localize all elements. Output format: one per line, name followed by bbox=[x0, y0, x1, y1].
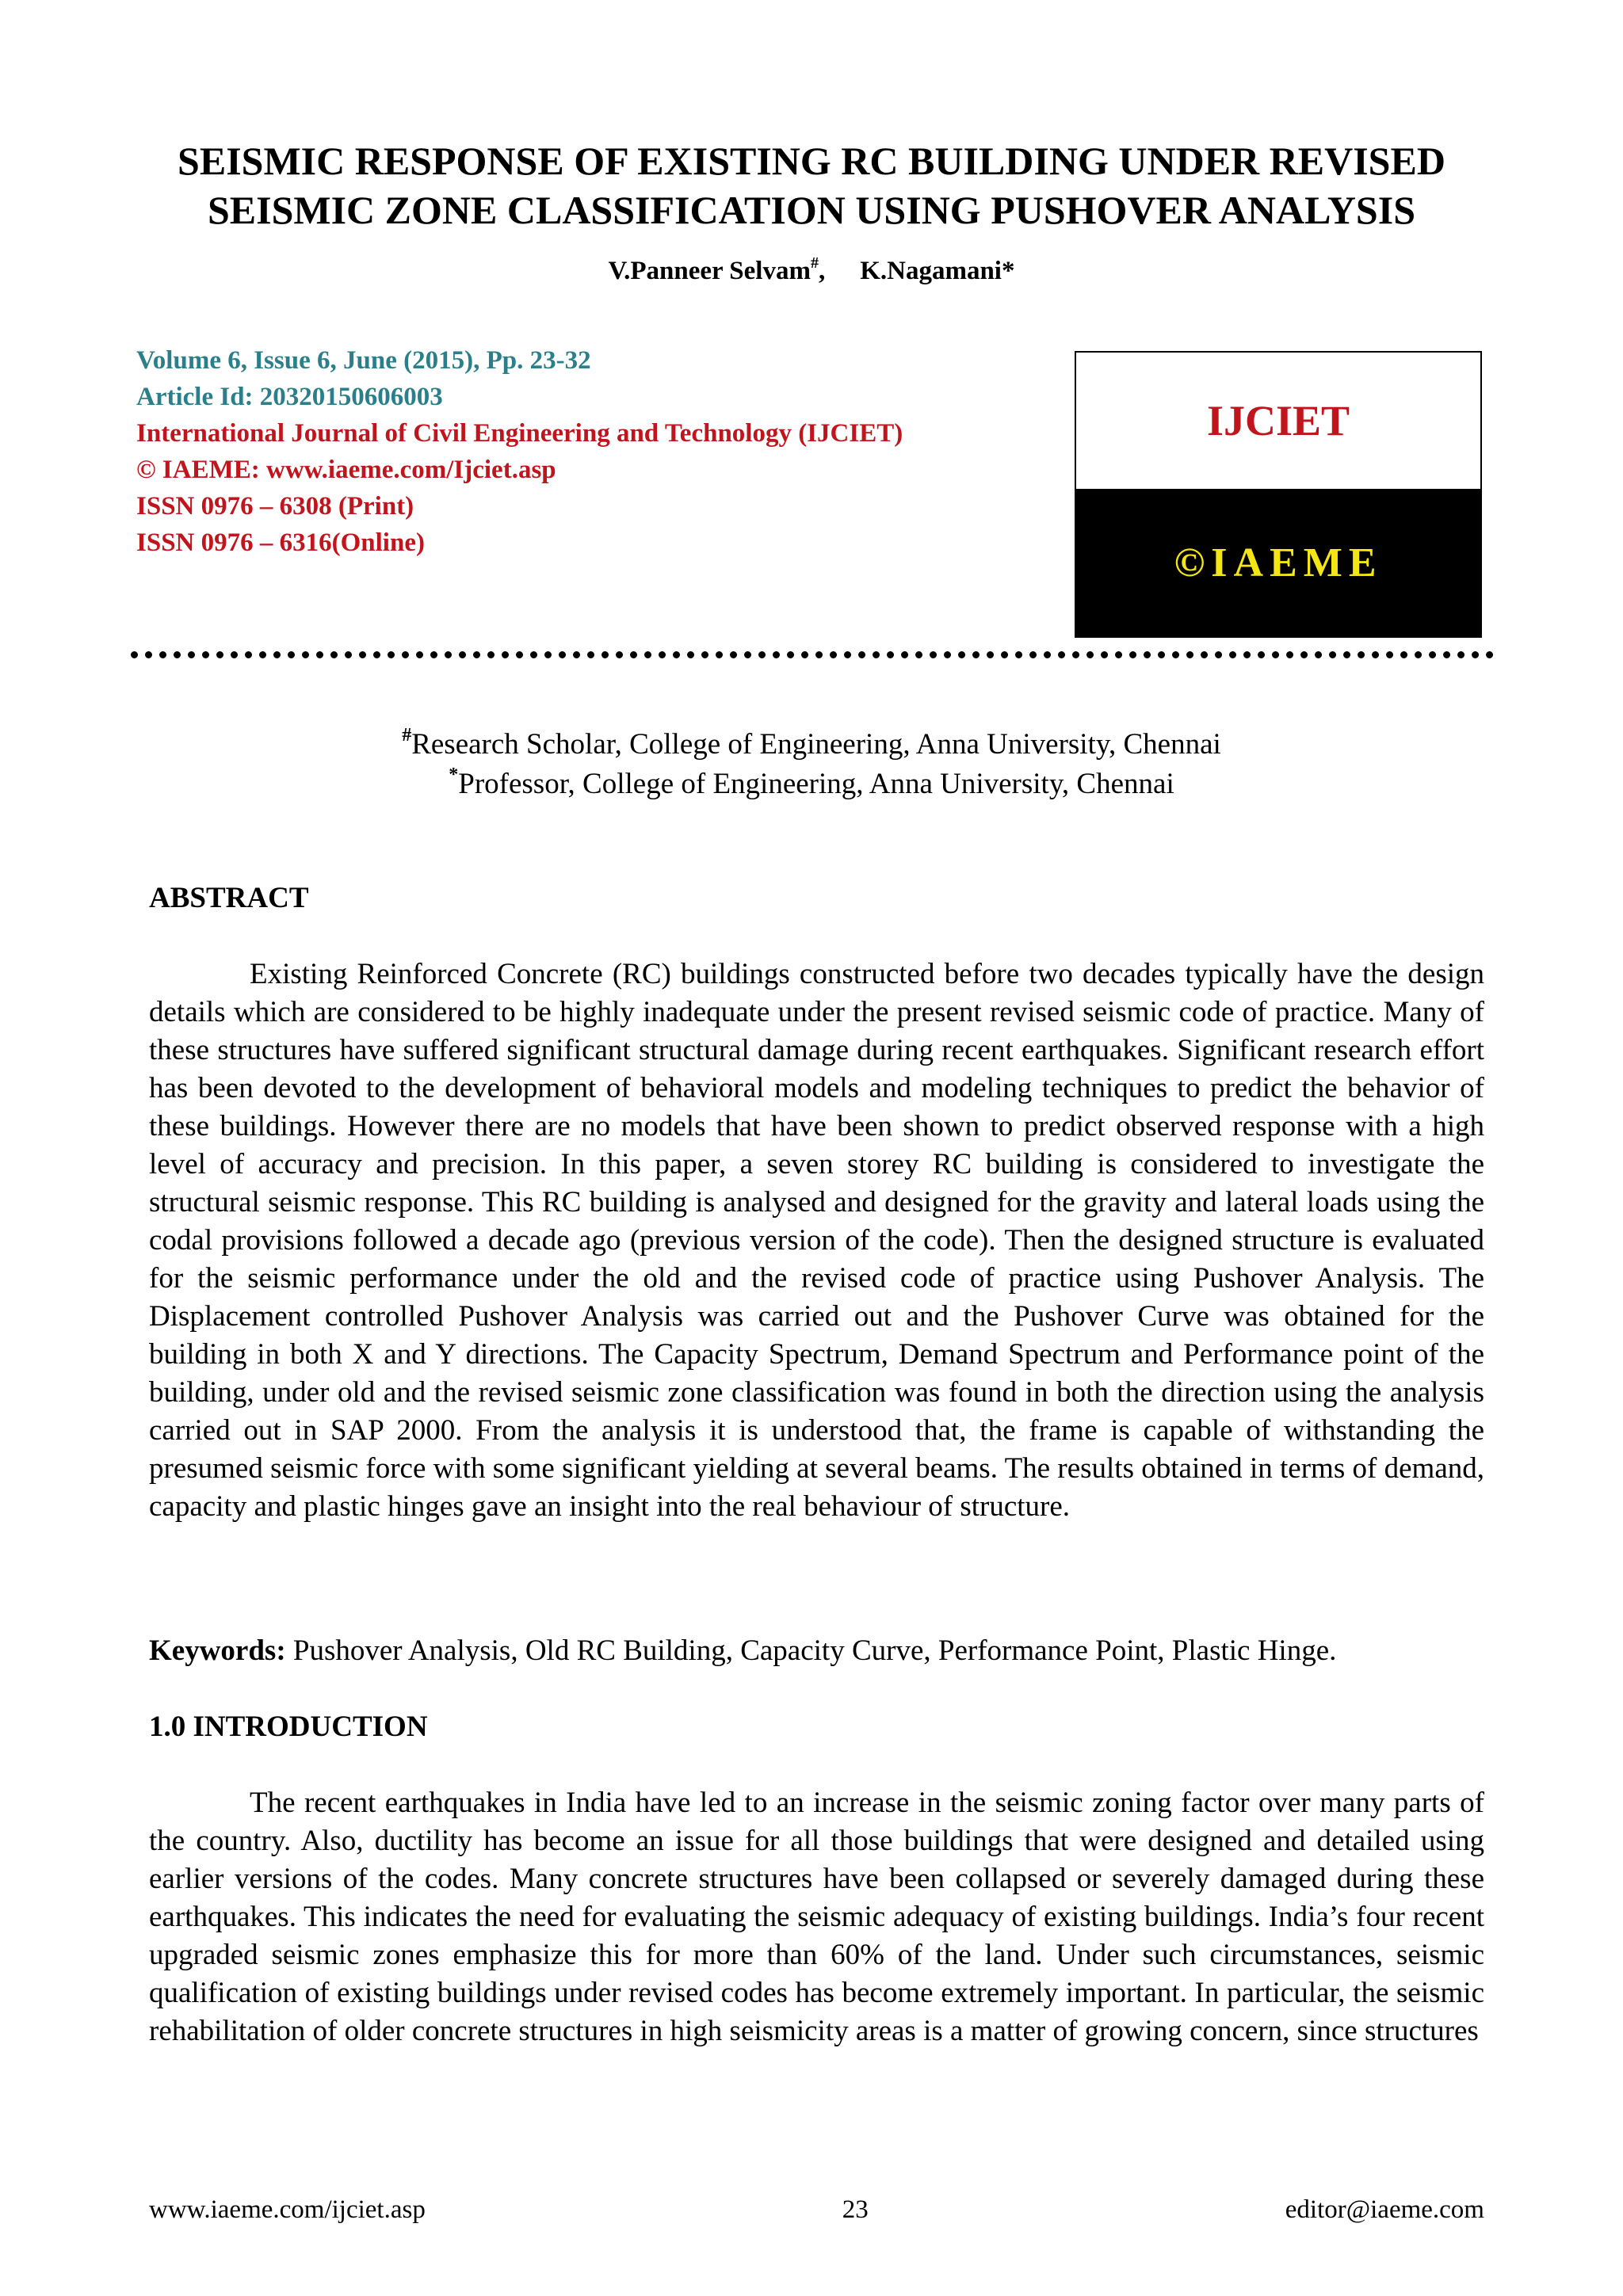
abstract-heading: ABSTRACT bbox=[149, 882, 309, 914]
volume-line: Volume 6, Issue 6, June (2015), Pp. 23-32 bbox=[136, 346, 591, 375]
abstract-text: Existing Reinforced Concrete (RC) buildings constructed before two decades typically have the design details which are considered to be highly inadequate under the present revised seismic code of practice. Many of these structures have suffered significant structural damage during recent earthquakes. Significant research effort has been devoted to the development of behavioral models and modeling techniques to predict the behavior of these buildings. However there are no models that have been shown to predict observed response with a high level of accuracy and precision. In this paper, a seven storey RC building is considered to investigate the structural seismic response. This RC building is analysed and designed for the gravity and lateral loads using the codal provisions followed a decade ago (previous version of the code). Then the designed structure is evaluated for the seismic performance under the old and the revised code of practice using Pushover Analysis. The Displacement controlled Pushover Analysis was carried out and the Pushover Curve was obtained for the building in both X and Y directions. The Capacity Spectrum, Demand Spectrum and Performance point of the building, under old and the revised seismic zone classification was found in both the direction using the analysis carried out in SAP 2000. From the analysis it is understood that, the frame is capable of withstanding the presumed seismic force with some significant yielding at several beams. The results obtained in terms of demand, capacity and plastic hinges gave an insight into the real behaviour of structure. bbox=[149, 958, 1484, 1523]
affiliation-2 bbox=[0, 765, 1623, 804]
logo-iaeme-text: ©IAEME bbox=[1174, 540, 1383, 585]
author-list bbox=[0, 254, 1623, 288]
journal-name-line: International Journal of Civil Engineering and Technology (IJCIET) bbox=[136, 419, 903, 448]
logo-bottom-panel bbox=[1076, 489, 1480, 636]
publication-info bbox=[136, 342, 1048, 561]
keywords-line bbox=[149, 1632, 1496, 1670]
title-line-2: SEISMIC ZONE CLASSIFICATION USING PUSHOVER ANALYSIS bbox=[207, 188, 1416, 232]
author-1-mark: # bbox=[810, 254, 819, 272]
affiliation-1-text: Research Scholar, College of Engineering, Anna University, Chennai bbox=[411, 728, 1221, 761]
journal-logo bbox=[1075, 351, 1482, 638]
affiliation-2-mark: * bbox=[449, 765, 459, 785]
copyright-line: © IAEME: www.iaeme.com/Ijciet.asp bbox=[136, 456, 556, 484]
page-number: 23 bbox=[842, 2195, 869, 2224]
author-comma: , bbox=[818, 257, 826, 285]
introduction-heading: 1.0 INTRODUCTION bbox=[149, 1711, 428, 1743]
page-footer bbox=[149, 2192, 1484, 2227]
paper-title bbox=[79, 136, 1544, 235]
keywords-label: Keywords: bbox=[149, 1634, 286, 1667]
affiliation-2-text: Professor, College of Engineering, Anna University, Chennai bbox=[458, 768, 1174, 800]
footer-email: editor@iaeme.com bbox=[1285, 2195, 1484, 2224]
author-1: V.Panneer Selvam bbox=[608, 257, 811, 285]
issn-print-line: ISSN 0976 – 6308 (Print) bbox=[136, 492, 414, 521]
logo-ijciet-text: IJCIET bbox=[1206, 397, 1350, 444]
author-2: K.Nagamani* bbox=[860, 257, 1015, 285]
keywords-text: Pushover Analysis, Old RC Building, Capacity Curve, Performance Point, Plastic Hinge. bbox=[285, 1634, 1337, 1667]
introduction-text: The recent earthquakes in India have led to an increase in the seismic zoning factor over many parts of the country. Also, ductility has become an issue for all those buildings that were designed and detailed using earlier versions of the codes. Many concrete structures have been collapsed or severely damaged during these earthquakes. This indicates the need for evaluating the seismic adequacy of existing buildings. India’s four recent upgraded seismic zones emphasize this for more than 60% of the land. Under such circumstances, seismic qualification of existing buildings under revised codes has become extremely important. In particular, the seismic rehabilitation of older concrete structures in high seismicity areas is a matter of growing concern, since structures bbox=[149, 1787, 1484, 2047]
logo-top-panel bbox=[1076, 353, 1480, 489]
title-line-1: SEISMIC RESPONSE OF EXISTING RC BUILDING UNDER REVISED bbox=[178, 139, 1445, 183]
affiliation-1 bbox=[0, 725, 1623, 765]
affiliation-1-mark: # bbox=[402, 725, 412, 746]
footer-website: www.iaeme.com/ijciet.asp bbox=[149, 2195, 426, 2224]
dotted-divider bbox=[131, 651, 1494, 658]
issn-online-line: ISSN 0976 – 6316(Online) bbox=[136, 528, 425, 557]
affiliations bbox=[0, 725, 1623, 804]
article-id-line: Article Id: 20320150606003 bbox=[136, 383, 443, 411]
